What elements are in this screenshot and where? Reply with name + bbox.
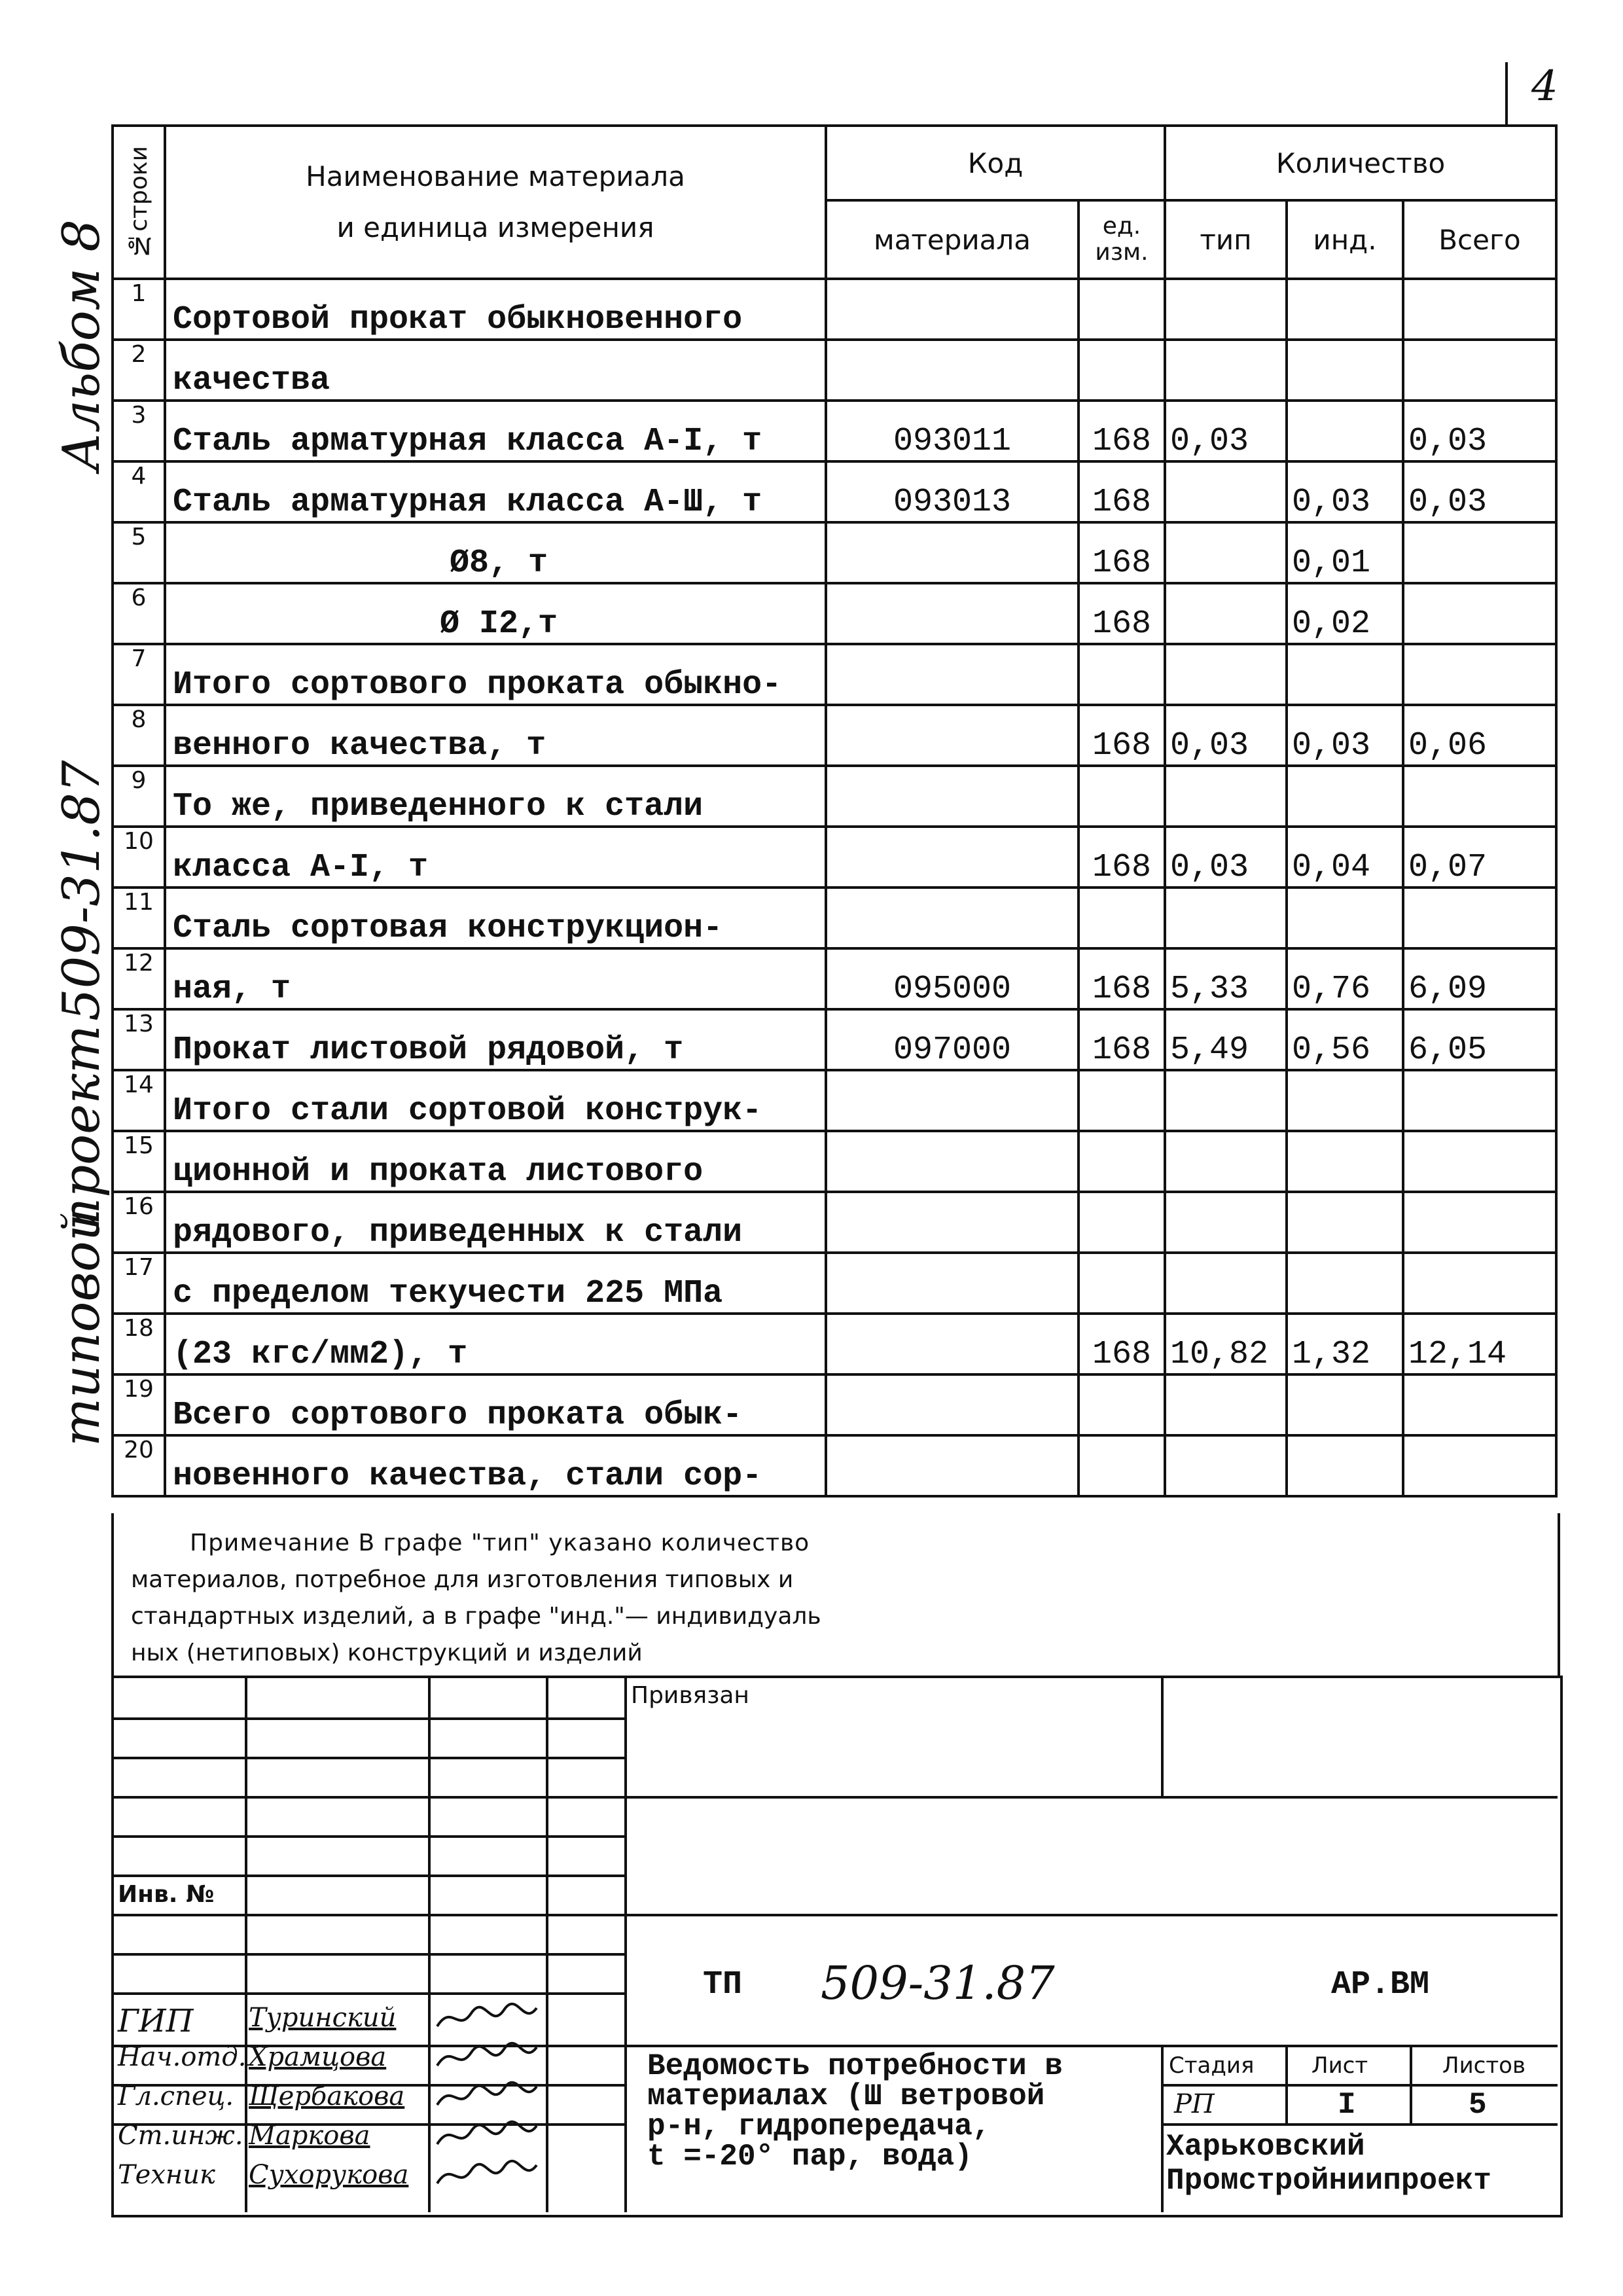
table-row xyxy=(113,644,1556,705)
qty-total: 0,03 xyxy=(1403,461,1556,522)
row-number: 14 xyxy=(113,1070,165,1131)
row-number: 6 xyxy=(113,583,165,644)
qty-total: 0,07 xyxy=(1403,827,1556,888)
table-row xyxy=(113,1009,1556,1070)
material-code xyxy=(826,705,1079,766)
table-row xyxy=(113,1253,1556,1314)
unit-code xyxy=(1079,1192,1165,1253)
qty-total xyxy=(1403,340,1556,401)
note-line-4: ных (нетиповых) конструкций и изделий xyxy=(131,1640,643,1666)
qty-type xyxy=(1165,1435,1287,1496)
side-label-typical: типовой xyxy=(52,1208,111,1446)
qty-type xyxy=(1165,888,1287,948)
row-number: 17 xyxy=(113,1253,165,1314)
page-number: 4 xyxy=(1531,62,1558,111)
qty-type xyxy=(1165,644,1287,705)
material-code: 093011 xyxy=(826,401,1079,461)
qty-type: 0,03 xyxy=(1165,401,1287,461)
material-code xyxy=(826,279,1079,340)
table-row xyxy=(113,1374,1556,1435)
qty-ind xyxy=(1287,644,1403,705)
qty-type xyxy=(1165,1131,1287,1192)
table-row xyxy=(113,766,1556,827)
table-row xyxy=(113,705,1556,766)
signatory-role: Ст.инж. xyxy=(118,2121,243,2151)
qty-total xyxy=(1403,1374,1556,1435)
note-line-3: стандартных изделий, а в графе "инд."— индивидуаль xyxy=(131,1603,821,1630)
table-row xyxy=(113,340,1556,401)
material-name: Ø8, т xyxy=(165,522,826,583)
stamp-sheets-label: Листов xyxy=(1442,2053,1526,2079)
qty-type: 5,33 xyxy=(1165,948,1287,1009)
qty-ind xyxy=(1287,1253,1403,1314)
stamp-mark: АР.ВМ xyxy=(1331,1966,1430,2003)
qty-ind xyxy=(1287,1070,1403,1131)
qty-type: 10,82 xyxy=(1165,1314,1287,1374)
qty-total xyxy=(1403,644,1556,705)
qty-total xyxy=(1403,1131,1556,1192)
unit-code: 168 xyxy=(1079,1009,1165,1070)
signatory-name: Туринский xyxy=(249,2003,397,2033)
qty-type xyxy=(1165,522,1287,583)
qty-type: 0,03 xyxy=(1165,827,1287,888)
qty-total xyxy=(1403,1192,1556,1253)
material-code xyxy=(826,340,1079,401)
row-number: 9 xyxy=(113,766,165,827)
unit-code xyxy=(1079,1253,1165,1314)
stamp-stage-label: Стадия xyxy=(1169,2053,1255,2079)
qty-total: 0,06 xyxy=(1403,705,1556,766)
unit-code xyxy=(1079,766,1165,827)
side-label-album: Альбом 8 xyxy=(52,219,111,471)
table-row xyxy=(113,1435,1556,1496)
stamp-sheets: 5 xyxy=(1469,2088,1487,2122)
qty-total: 6,05 xyxy=(1403,1009,1556,1070)
row-number: 5 xyxy=(113,522,165,583)
row-number: 19 xyxy=(113,1374,165,1435)
note xyxy=(131,1525,982,1672)
row-number: 7 xyxy=(113,644,165,705)
material-code xyxy=(826,1192,1079,1253)
qty-total xyxy=(1403,522,1556,583)
stamp-tp: ТП xyxy=(703,1966,743,2003)
row-number: 15 xyxy=(113,1131,165,1192)
table-row xyxy=(113,401,1556,461)
qty-total xyxy=(1403,583,1556,644)
header-material: материала xyxy=(826,200,1079,279)
material-code xyxy=(826,1374,1079,1435)
table-row xyxy=(113,1192,1556,1253)
qty-ind xyxy=(1287,1192,1403,1253)
stamp-stage: РП xyxy=(1174,2089,1215,2119)
qty-ind xyxy=(1287,1435,1403,1496)
material-name: венного качества, т xyxy=(165,705,826,766)
qty-ind xyxy=(1287,279,1403,340)
unit-code: 168 xyxy=(1079,522,1165,583)
qty-ind xyxy=(1287,401,1403,461)
row-number: 16 xyxy=(113,1192,165,1253)
unit-code xyxy=(1079,888,1165,948)
side-label-project-word: проект xyxy=(52,1025,111,1230)
qty-type xyxy=(1165,279,1287,340)
material-name: новенного качества, стали сор- xyxy=(165,1435,826,1496)
qty-type: 5,49 xyxy=(1165,1009,1287,1070)
qty-ind xyxy=(1287,340,1403,401)
signatory-role: Гл.спец. xyxy=(118,2081,234,2111)
header-name: Наименование материала и единица измерения xyxy=(165,126,826,279)
material-code xyxy=(826,644,1079,705)
qty-type xyxy=(1165,583,1287,644)
row-number: 4 xyxy=(113,461,165,522)
header-row-number: №строки xyxy=(113,126,165,279)
signature-icon xyxy=(432,2157,543,2194)
header-quantity: Количество xyxy=(1165,126,1556,200)
qty-total xyxy=(1403,1253,1556,1314)
signatory-role: Техник xyxy=(118,2160,215,2190)
material-name: Итого стали сортовой конструк- xyxy=(165,1070,826,1131)
unit-code xyxy=(1079,1070,1165,1131)
unit-code xyxy=(1079,1435,1165,1496)
qty-ind: 0,01 xyxy=(1287,522,1403,583)
qty-type xyxy=(1165,766,1287,827)
materials-table xyxy=(111,124,1558,1498)
header-type: тип xyxy=(1165,200,1287,279)
material-name: Ø I2,т xyxy=(165,583,826,644)
unit-code: 168 xyxy=(1079,401,1165,461)
material-name: рядового, приведенных к стали xyxy=(165,1192,826,1253)
table-row xyxy=(113,888,1556,948)
row-number: 13 xyxy=(113,1009,165,1070)
material-code xyxy=(826,583,1079,644)
unit-code: 168 xyxy=(1079,583,1165,644)
signature-icon xyxy=(432,2079,543,2115)
qty-ind: 0,04 xyxy=(1287,827,1403,888)
qty-ind xyxy=(1287,888,1403,948)
qty-total xyxy=(1403,1070,1556,1131)
material-name: Всего сортового проката обык- xyxy=(165,1374,826,1435)
material-code: 095000 xyxy=(826,948,1079,1009)
material-code xyxy=(826,1070,1079,1131)
header-unit: ед. изм. xyxy=(1079,200,1165,279)
header-code: Код xyxy=(826,126,1165,200)
unit-code: 168 xyxy=(1079,827,1165,888)
row-number: 8 xyxy=(113,705,165,766)
stamp-sheet-label: Лист xyxy=(1311,2053,1368,2079)
stamp-document-title: Ведомость потребности в материалах (Ш ветровой р-н, гидропередача, t =-20° пар, вода) xyxy=(647,2049,1063,2174)
qty-ind: 0,76 xyxy=(1287,948,1403,1009)
material-code: 093013 xyxy=(826,461,1079,522)
row-number: 20 xyxy=(113,1435,165,1496)
qty-total xyxy=(1403,1435,1556,1496)
qty-type xyxy=(1165,1070,1287,1131)
qty-total xyxy=(1403,888,1556,948)
qty-ind xyxy=(1287,1131,1403,1192)
qty-type: 0,03 xyxy=(1165,705,1287,766)
material-name: Сталь арматурная класса А-I, т xyxy=(165,401,826,461)
row-number: 18 xyxy=(113,1314,165,1374)
qty-type xyxy=(1165,340,1287,401)
unit-code: 168 xyxy=(1079,1314,1165,1374)
material-code xyxy=(826,522,1079,583)
unit-code xyxy=(1079,1131,1165,1192)
signature-icon xyxy=(432,2118,543,2155)
table-row xyxy=(113,583,1556,644)
material-name: класса А-I, т xyxy=(165,827,826,888)
stamp-project-code: 509-31.87 xyxy=(821,1956,1055,2010)
signature-icon xyxy=(432,2039,543,2076)
row-number: 12 xyxy=(113,948,165,1009)
qty-ind xyxy=(1287,766,1403,827)
material-code xyxy=(826,888,1079,948)
unit-code: 168 xyxy=(1079,948,1165,1009)
stamp-organization: Харьковский Промстройниипроект xyxy=(1166,2130,1491,2198)
header-total: Всего xyxy=(1403,200,1556,279)
signatory-name: Храмцова xyxy=(249,2042,387,2072)
material-name: Итого сортового проката обыкно- xyxy=(165,644,826,705)
unit-code: 168 xyxy=(1079,705,1165,766)
qty-type xyxy=(1165,1374,1287,1435)
row-number: 3 xyxy=(113,401,165,461)
table-row xyxy=(113,1314,1556,1374)
material-name: Сталь арматурная класса А-Ш, т xyxy=(165,461,826,522)
unit-code xyxy=(1079,340,1165,401)
qty-total xyxy=(1403,766,1556,827)
qty-total: 12,14 xyxy=(1403,1314,1556,1374)
qty-type xyxy=(1165,1253,1287,1314)
material-name: Прокат листовой рядовой, т xyxy=(165,1009,826,1070)
material-code xyxy=(826,1314,1079,1374)
unit-code xyxy=(1079,279,1165,340)
table-row xyxy=(113,827,1556,888)
qty-total: 0,03 xyxy=(1403,401,1556,461)
material-code: 097000 xyxy=(826,1009,1079,1070)
title-block xyxy=(111,1676,1563,2217)
signatory-name: Маркова xyxy=(249,2121,370,2151)
page-number-rule xyxy=(1505,62,1508,124)
qty-ind xyxy=(1287,1374,1403,1435)
stamp-inventory-number: Инв. № xyxy=(118,1881,215,1908)
table-row xyxy=(113,461,1556,522)
qty-ind: 1,32 xyxy=(1287,1314,1403,1374)
material-name: ная, т xyxy=(165,948,826,1009)
signatory-name: Сухорукова xyxy=(249,2160,409,2190)
row-number: 1 xyxy=(113,279,165,340)
table-row xyxy=(113,279,1556,340)
material-name: (23 кгс/мм2), т xyxy=(165,1314,826,1374)
material-name: Сталь сортовая конструкцион- xyxy=(165,888,826,948)
qty-total: 6,09 xyxy=(1403,948,1556,1009)
unit-code xyxy=(1079,1374,1165,1435)
material-code xyxy=(826,827,1079,888)
material-code xyxy=(826,1131,1079,1192)
table-row xyxy=(113,1070,1556,1131)
signatory-role: ГИП xyxy=(118,2003,194,2039)
header-ind: инд. xyxy=(1287,200,1403,279)
material-code xyxy=(826,1435,1079,1496)
material-name: качества xyxy=(165,340,826,401)
qty-ind: 0,03 xyxy=(1287,705,1403,766)
signatory-name: Щербакова xyxy=(249,2081,405,2111)
material-name: с пределом текучести 225 МПа xyxy=(165,1253,826,1314)
material-code xyxy=(826,1253,1079,1314)
stamp-sheet: I xyxy=(1338,2088,1356,2122)
material-name: Сортовой прокат обыкновенного xyxy=(165,279,826,340)
note-line-2: материалов, потребное для изготовления типовых и xyxy=(131,1566,794,1593)
qty-type xyxy=(1165,1192,1287,1253)
qty-type xyxy=(1165,461,1287,522)
material-name: То же, приведенного к стали xyxy=(165,766,826,827)
table-row xyxy=(113,522,1556,583)
material-name: ционной и проката листового xyxy=(165,1131,826,1192)
qty-ind: 0,56 xyxy=(1287,1009,1403,1070)
signature-icon xyxy=(432,2000,543,2037)
qty-ind: 0,03 xyxy=(1287,461,1403,522)
unit-code: 168 xyxy=(1079,461,1165,522)
signatory-role: Нач.отд. xyxy=(118,2042,247,2072)
table-row xyxy=(113,948,1556,1009)
qty-ind: 0,02 xyxy=(1287,583,1403,644)
stamp-privyazan: Привязан xyxy=(631,1682,749,1709)
row-number: 11 xyxy=(113,888,165,948)
note-line-1: Примечание В графе "тип" указано количество xyxy=(190,1530,810,1556)
unit-code xyxy=(1079,644,1165,705)
row-number: 2 xyxy=(113,340,165,401)
table-row xyxy=(113,1131,1556,1192)
row-number: 10 xyxy=(113,827,165,888)
qty-total xyxy=(1403,279,1556,340)
side-label-project-code: 509-31.87 xyxy=(52,760,111,1021)
material-code xyxy=(826,766,1079,827)
